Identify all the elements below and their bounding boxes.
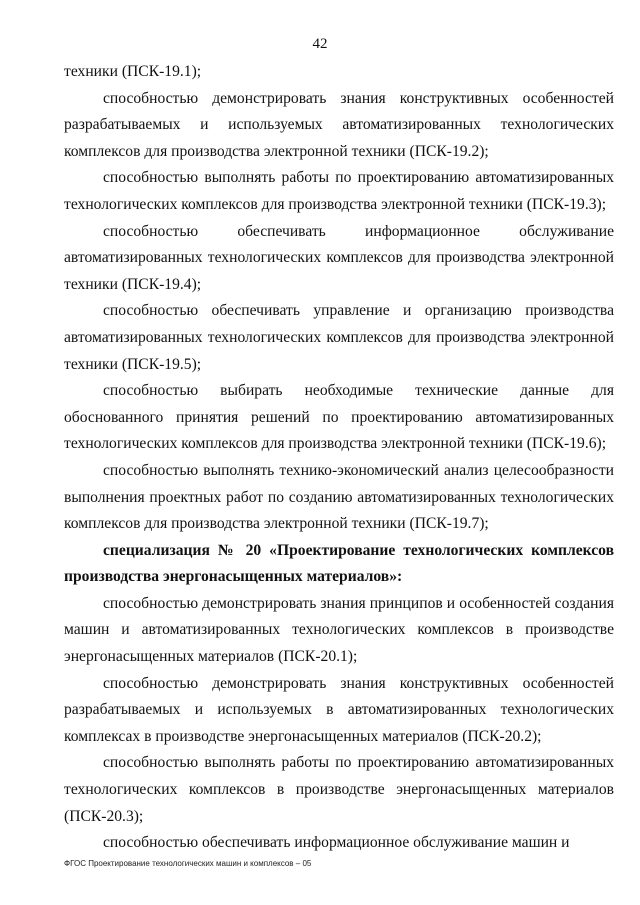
page-footer: ФГОС Проектирование технологических машин и комплексов – 05 <box>64 859 312 868</box>
paragraph-psk-19-6: способностью выбирать необходимые технические данные для обоснованного принятия решений по проектированию автоматизированных технологических комплексов для производства электронной техники (ПСК-19.6); <box>64 382 614 453</box>
specialization-heading: специализация № 20 «Проектирование технологических комплексов производства энергонасыщенных материалов»: <box>64 541 614 586</box>
paragraph-psk-19-3: способностью выполнять работы по проектированию автоматизированных технологических комплексов для производства электронной техники (ПСК-19.3); <box>64 169 614 213</box>
paragraph-psk-20-2: способностью демонстрировать знания конструктивных особенностей разрабатываемых и используемых в автоматизированных технологических комплексах в производстве энергонасыщенных материалов (ПСК-20.2); <box>64 674 614 745</box>
paragraph-psk-19-7: способностью выполнять технико-экономический анализ целесообразности выполнения проектных работ по созданию автоматизированных технологических комплексов для производства электронной техники (ПСК-19.7); <box>64 461 614 533</box>
paragraph-psk-19-5: способностью обеспечивать управление и организацию производства автоматизированных технологических комплексов для производства электронной техники (ПСК-19.5); <box>64 302 614 373</box>
paragraph-continuation: техники (ПСК-19.1); <box>64 63 202 80</box>
paragraph-psk-20-4-start: способностью обеспечивать информационное обслуживание машин и <box>103 834 570 852</box>
paragraph-psk-20-1: способностью демонстрировать знания принципов и особенностей создания машин и автоматизированных технологических комплексов в производстве энергонасыщенных материалов (ПСК-20.1); <box>64 594 614 666</box>
paragraph-psk-19-2: способностью демонстрировать знания конструктивных особенностей разрабатываемых и используемых автоматизированных технологических комплексов для производства электронной техники (ПСК-19.2); <box>64 89 614 160</box>
page-number: 42 <box>312 36 328 52</box>
paragraph-psk-20-3: способностью выполнять работы по проектированию автоматизированных технологических комплексов в производстве энергонасыщенных материалов (ПСК-20.3); <box>64 754 614 825</box>
paragraph-psk-19-4: способностью обеспечивать информационное обслуживание автоматизированных технологических комплексов для производства электронной техники (ПСК-19.4); <box>64 222 614 293</box>
document-body <box>64 59 614 857</box>
